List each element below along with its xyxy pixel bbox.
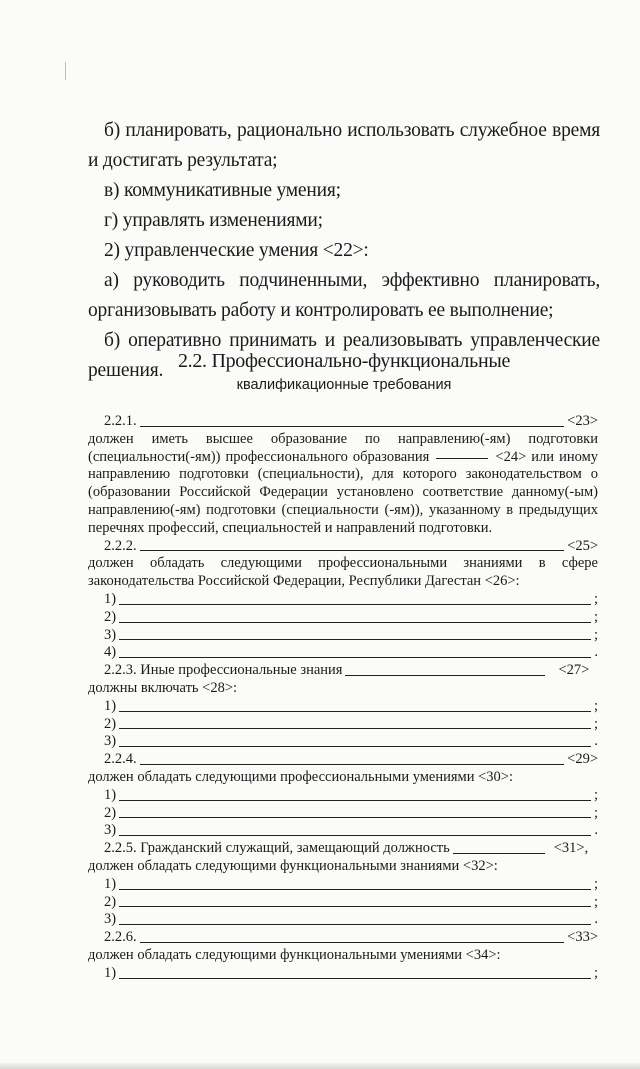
- list-line: 1) ;: [104, 964, 598, 981]
- item-2-2-4-header: [88, 751, 598, 769]
- item-2-2-6-text: должен обладать следующими функциональными умениями <34>:: [88, 946, 501, 963]
- footnote-ref: <25>: [567, 537, 598, 554]
- list-line: 2) ;: [104, 893, 598, 910]
- list-line: 1) ;: [104, 590, 598, 607]
- paragraph-text: <24> или иному направлению подготовки (специальности), для которого законодательством о (образовании Российской Федерации установлено соответствие данному(-ым) направлению(-ям) подготовки (специальности (-ям)), указанному в предыдущих перечнях профессий, специальностей и направлений подготовки.: [88, 448, 599, 536]
- section-heading: [88, 348, 600, 396]
- item-2-2-2-text: должен обладать следующими профессиональными знаниями в сфере законодательства Российской Федерации, Республики Дагестан <26>:: [88, 555, 598, 590]
- page-edge: [0, 1063, 640, 1069]
- upper-item: а) руководить подчиненными, эффективно планировать, организовывать работу и контролировать ее выполнение;: [88, 270, 600, 321]
- list-line: 2) ;: [104, 804, 598, 821]
- item-2-2-2-header: [88, 538, 598, 556]
- list-line: 2) ;: [104, 608, 598, 625]
- item-label: 2.2.3. Иные профессиональные знания: [104, 662, 343, 679]
- list-line: 3) .: [104, 911, 598, 928]
- scan-mark: [65, 62, 66, 80]
- item-2-2-5-text: должен обладать следующими функциональными знаниями <32>:: [88, 857, 498, 874]
- footnote-ref: <33>: [567, 929, 598, 946]
- blank-line: [453, 853, 545, 854]
- list-line: 1) ;: [104, 875, 598, 892]
- upper-item: б) планировать, рационально использовать служебное время и достигать результата;: [88, 120, 600, 171]
- list-line: 2) ;: [104, 715, 598, 732]
- item-number: 2.2.2.: [104, 537, 137, 554]
- item-2-2-1-text: [88, 431, 598, 538]
- paragraph-text: должен иметь высшее образование по направлению(-ям) подготовки (специальности(-ям)) профессионального образования: [88, 430, 598, 465]
- upper-list: [88, 116, 600, 386]
- item-2-2-3-text: должны включать <28>:: [88, 679, 238, 696]
- list-line: 3) ;: [104, 626, 598, 643]
- item-2-2-3-header: [88, 662, 598, 680]
- blank-line: [140, 764, 565, 765]
- list-line: 3) .: [104, 822, 598, 839]
- requirements-body: [88, 413, 598, 983]
- list-line: 3) .: [104, 733, 598, 750]
- footnote-ref: <23>: [567, 413, 598, 429]
- item-number: 2.2.4.: [104, 751, 137, 768]
- blank-line: [345, 675, 545, 676]
- list-line: 4) .: [104, 644, 598, 661]
- footnote-ref: <27>: [558, 662, 590, 679]
- section-subtitle: квалификационные требования: [236, 377, 452, 393]
- item-number: 2.2.1.: [104, 413, 137, 429]
- item-2-2-6-header: [88, 929, 598, 947]
- list-line: 1) ;: [104, 786, 598, 803]
- footnote-ref: <31>,: [553, 840, 589, 857]
- list-line: 1) ;: [104, 697, 598, 714]
- item-2-2-1-header: [88, 413, 598, 431]
- item-label: 2.2.5. Гражданский служащий, замещающий должность: [104, 840, 450, 857]
- upper-item: б) оперативно принимать и реализовывать управленческие решения.: [88, 330, 600, 381]
- section-title: 2.2. Профессионально-функциональные: [177, 350, 511, 372]
- upper-item: г) управлять изменениями;: [104, 210, 323, 231]
- blank-line: [436, 458, 488, 459]
- item-2-2-4-text: должен обладать следующими профессиональными умениями <30>:: [88, 768, 514, 785]
- blank-line: [140, 426, 565, 427]
- blank-line: [140, 942, 565, 943]
- upper-item: в) коммуникативные умения;: [104, 180, 341, 201]
- footnote-ref: <29>: [567, 751, 598, 768]
- upper-item: 2) управленческие умения <22>:: [104, 240, 369, 261]
- item-number: 2.2.6.: [104, 929, 137, 946]
- blank-line: [140, 550, 565, 551]
- item-2-2-5-header: [88, 840, 598, 858]
